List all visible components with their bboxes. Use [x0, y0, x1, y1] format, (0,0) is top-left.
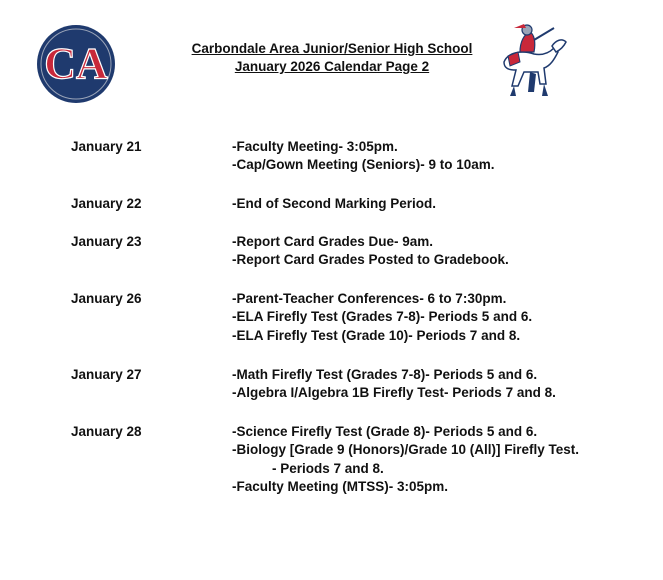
event-item: -ELA Firefly Test (Grade 10)- Periods 7 and 8.	[232, 327, 521, 343]
event-date: January 28	[71, 424, 142, 439]
event-item: -ELA Firefly Test (Grades 7-8)- Periods 5 and 6.	[232, 309, 533, 325]
event-items	[232, 423, 579, 496]
event-item: -Faculty Meeting- 3:05pm.	[232, 139, 398, 154]
event-date: January 21	[71, 139, 142, 154]
event-item: -Parent-Teacher Conferences- 6 to 7:30pm.	[232, 291, 507, 306]
event-item: -Algebra I/Algebra 1B Firefly Test- Periods 7 and 8.	[232, 385, 556, 401]
event-item: -Report Card Grades Due- 9am.	[232, 234, 434, 249]
event-items	[232, 195, 436, 213]
event-item: -Report Card Grades Posted to Gradebook.	[232, 252, 509, 268]
event-item: -Science Firefly Test (Grade 8)- Periods 5 and 6.	[232, 424, 538, 439]
event-date: January 22	[71, 196, 142, 211]
event-item: -Cap/Gown Meeting (Seniors)- 9 to 10am.	[232, 157, 495, 173]
event-date: January 27	[71, 367, 142, 382]
event-items	[232, 138, 495, 175]
event-date: January 23	[71, 234, 142, 249]
event-item: - Periods 7 and 8.	[272, 460, 384, 476]
logo-letters: CA	[44, 39, 108, 88]
event-item: -End of Second Marking Period.	[232, 196, 437, 211]
event-date: January 26	[71, 291, 142, 306]
event-item: -Biology [Grade 9 (Honors)/Grade 10 (All)] Firefly Test.	[232, 442, 580, 458]
event-item: -Math Firefly Test (Grades 7-8)- Periods 5 and 6.	[232, 367, 538, 382]
event-item: -Faculty Meeting (MTSS)- 3:05pm.	[232, 478, 449, 494]
calendar-subtitle: January 2026 Calendar Page 2	[234, 59, 430, 74]
event-items	[232, 290, 532, 345]
school-title: Carbondale Area Junior/Senior High School	[191, 41, 473, 56]
event-items	[232, 233, 509, 270]
event-items	[232, 366, 556, 403]
